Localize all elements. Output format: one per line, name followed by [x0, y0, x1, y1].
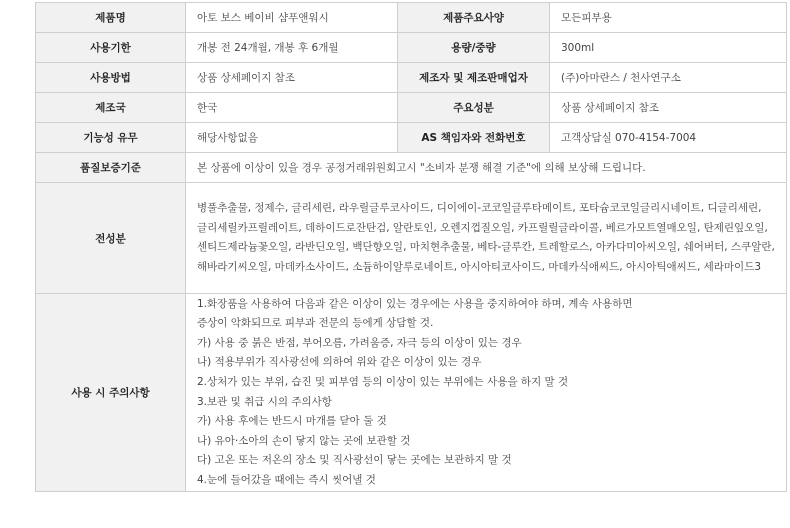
as-contact-label: AS 책임자와 전화번호 [398, 123, 550, 153]
table-row [36, 93, 787, 123]
table-row [36, 3, 787, 33]
caution-line: 3.보관 및 취급 시의 주의사항 [197, 395, 332, 408]
caution-line: 4.눈에 들어갔을 때에는 즉시 씻어낼 것 [197, 473, 376, 486]
product-info-table [35, 2, 787, 492]
caution-label: 사용 시 주의사항 [36, 294, 186, 492]
as-contact-value: 고객상담실 070-4154-7004 [550, 123, 787, 153]
country-label: 제조국 [36, 93, 186, 123]
ingredients-line: 해바라기씨오일, 마데카소사이드, 소듐하이알루로네이트, 아시아티코사이드, 마데카식애씨드, 아시아틱애씨드, 세라마이드3 [197, 260, 762, 273]
warranty-value: 본 상품에 이상이 있을 경우 공정거래위원회고시 "소비자 분쟁 해결 기준"에 의해 보상해 드립니다. [186, 153, 787, 183]
functional-label: 기능성 유무 [36, 123, 186, 153]
expiry-value: 개봉 전 24개월, 개봉 후 6개월 [186, 33, 398, 63]
caution-line: 다) 고온 또는 저온의 장소 및 직사광선이 닿는 곳에는 보관하지 말 것 [197, 454, 512, 467]
usage-label: 사용방법 [36, 63, 186, 93]
caution-line: 1.화장품을 사용하여 다음과 같은 이상이 있는 경우에는 사용을 중지하여야 하며, 계속 사용하면 [197, 297, 633, 310]
ingredients-label: 전성분 [36, 183, 186, 294]
expiry-label: 사용기한 [36, 33, 186, 63]
manufacturer-label: 제조자 및 제조판매업자 [398, 63, 550, 93]
caution-line: 가) 사용 중 붉은 반점, 부어오름, 가려움증, 자극 등의 이상이 있는 경우 [197, 336, 522, 349]
warranty-label: 품질보증기준 [36, 153, 186, 183]
table-row [36, 183, 787, 294]
table-row [36, 33, 787, 63]
main-spec-label: 제품주요사양 [398, 3, 550, 33]
functional-value: 해당사항없음 [186, 123, 398, 153]
table-row [36, 294, 787, 492]
table-row [36, 63, 787, 93]
ingredients-line: 병풀추출물, 정제수, 글리세린, 라우릴글루코사이드, 디이에이-코코일글루타메이트, 포타슘코코일글리시네이트, 디글리세린, [197, 202, 762, 214]
caution-line: 2.상처가 있는 부위, 습진 및 피부염 등의 이상이 있는 부위에는 사용을 하지 말 것 [197, 375, 569, 388]
caution-line: 가) 사용 후에는 반드시 마개를 닫아 둘 것 [197, 415, 387, 428]
ingredients-line: 글리세릴카프릴레이트, 데하이드로잔탄검, 알란토인, 오렌지껍질오일, 카프릴릴글라이콜, 베르가모트열매오일, 탄제린잎오일, [197, 221, 768, 234]
ingredients-value [186, 183, 787, 294]
product-name-label: 제품명 [36, 3, 186, 33]
ingredients-line: 센티드제라늄꽃오일, 라반딘오일, 백단향오일, 마치현추출물, 베타-글루칸, 트레할로스, 아카다미아씨오일, 쉐어버터, 스쿠알란, [197, 241, 775, 253]
table-row [36, 123, 787, 153]
capacity-value: 300ml [550, 33, 787, 63]
caution-value [186, 294, 787, 492]
caution-line: 나) 적용부위가 직사광선에 의하여 위와 같은 이상이 있는 경우 [197, 356, 482, 369]
caution-line: 나) 유아·소아의 손이 닿지 않는 곳에 보관할 것 [197, 434, 411, 447]
manufacturer-value: (주)아마란스 / 천사연구소 [550, 63, 787, 93]
product-name-value: 아토 보스 베이비 샴푸앤워시 [186, 3, 398, 33]
capacity-label: 용량/중량 [398, 33, 550, 63]
usage-value: 상품 상세페이지 참조 [186, 63, 398, 93]
country-value: 한국 [186, 93, 398, 123]
main-ingredient-label: 주요성분 [398, 93, 550, 123]
caution-line: 증상이 악화되므로 피부과 전문의 등에게 상담할 것. [197, 317, 434, 330]
table-row [36, 153, 787, 183]
main-ingredient-value: 상품 상세페이지 참조 [550, 93, 787, 123]
main-spec-value: 모든피부용 [550, 3, 787, 33]
